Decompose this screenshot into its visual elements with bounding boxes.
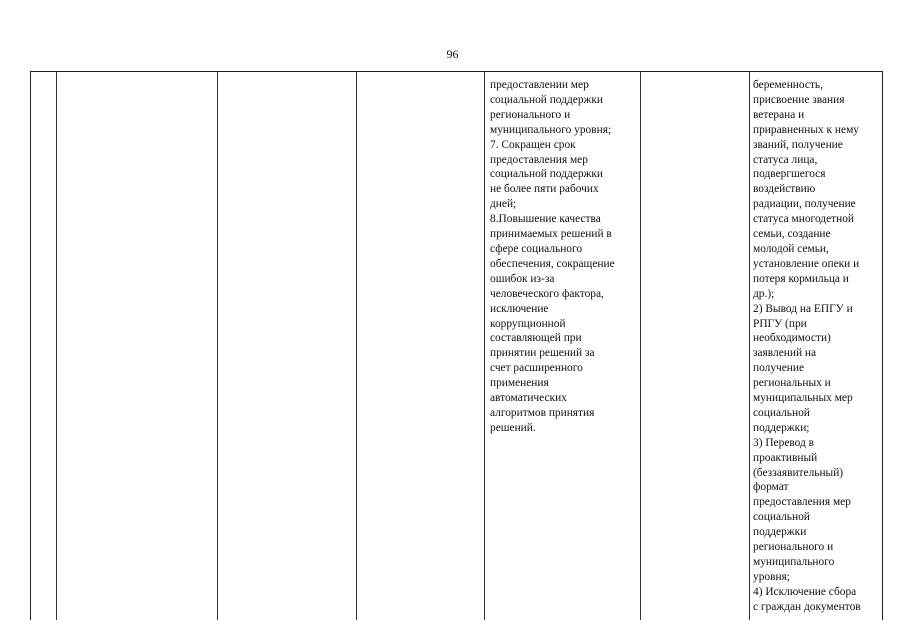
column-divider bbox=[217, 72, 218, 620]
column-divider bbox=[484, 72, 485, 620]
page-number: 96 bbox=[446, 47, 459, 61]
table-cell-results: предоставлении мер социальной поддержки регионального и муниципального уровня; 7. Сокращен срок предоставления мер социальной поддержки не более пяти рабочих дней; 8.Повышение качества принимаемых решений в сфере социального обеспечения, сокращение ошибок из-за человеческого фактора, исключение коррупционной составляющей при принятии решений за счет расширенного применения автоматических алгоритмов принятия решений. bbox=[490, 79, 615, 434]
column-divider bbox=[356, 72, 357, 620]
table-cell-measures: беременность, присвоение звания ветерана и приравненных к нему званий, получение статуса лица, подвергшегося воздействию радиации, получение статуса многодетной семьи, создание молодой семьи, установление опеки и потеря кормильца и др.); 2) Вывод на ЕПГУ и РПГУ (при необходимости) заявлений на получение региональных и муниципальных мер социальной поддержки; 3) Перевод в проактивный (беззаявительный) формат предоставления мер социальной поддержки регионального и муниципального уровня; 4) Исключение сбора с граждан документов bbox=[753, 79, 861, 613]
column-divider bbox=[56, 72, 57, 620]
column-divider bbox=[749, 72, 750, 620]
table bbox=[30, 71, 883, 620]
